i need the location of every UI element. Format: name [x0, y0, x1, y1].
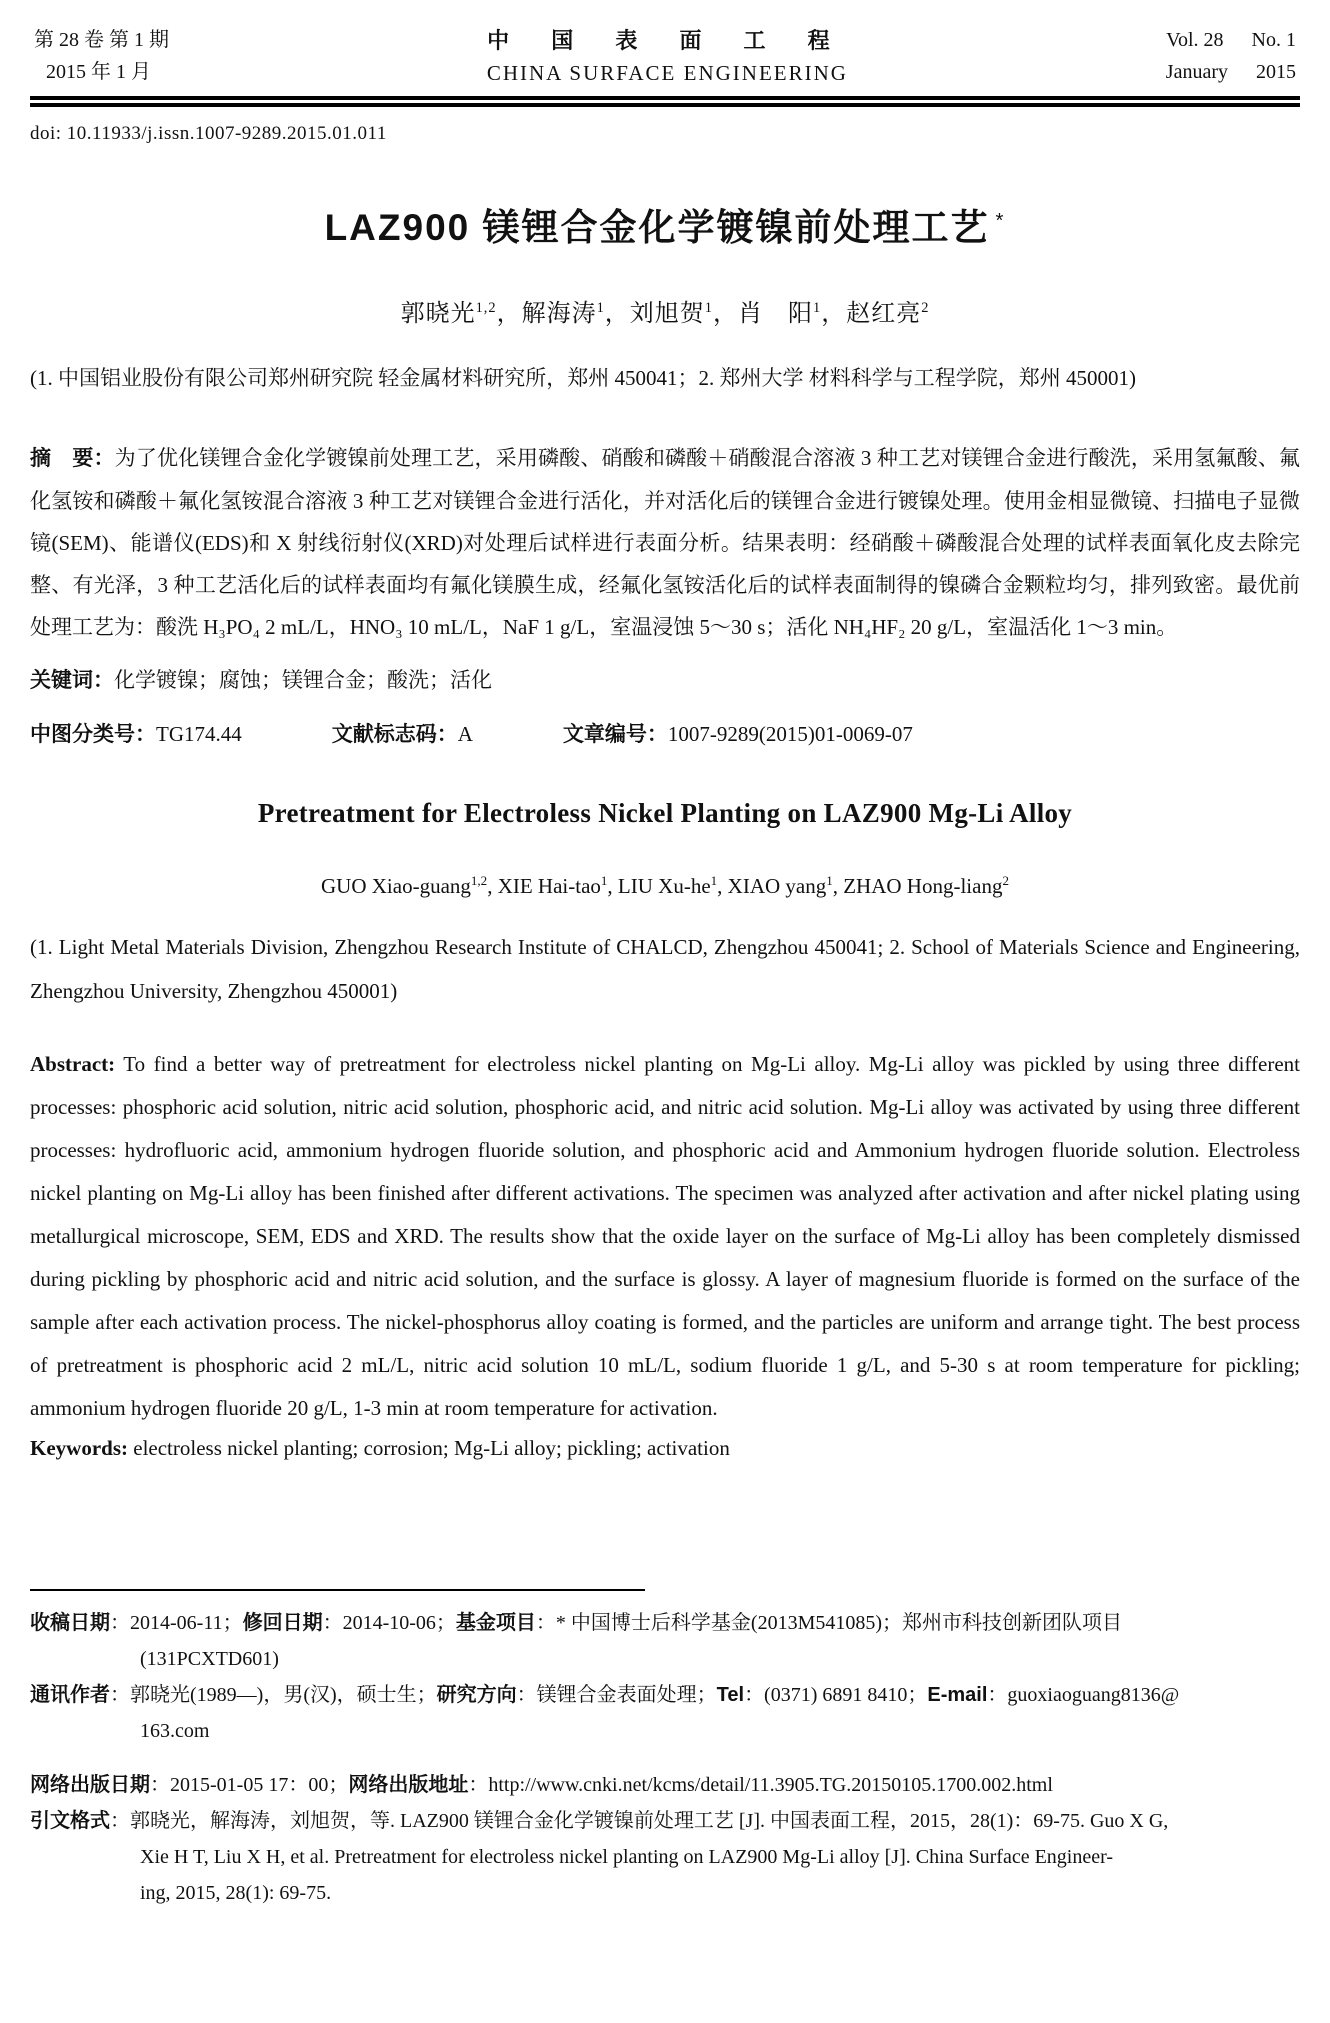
author-affil-sup: 1 [704, 300, 713, 316]
author-en: , ZHAO Hong-liang [832, 874, 1003, 898]
title-footnote-star: * [995, 209, 1006, 232]
article-id [563, 718, 913, 748]
keywords-cn [30, 664, 1300, 694]
author-cn: ，赵红亮 [821, 301, 922, 327]
author-cn: ，解海涛 [496, 301, 597, 327]
footnote-received-cont: (131PCXTD601) [140, 1648, 279, 1670]
issue-date-en [1166, 56, 1296, 88]
abstract-cn-text: 为了优化镁锂合金化学镀镍前处理工艺，采用磷酸、硝酸和磷酸＋硝酸混合溶液 3 种工艺对镁锂合金进行酸洗，采用氢氟酸、氟化氢铵和磷酸＋氟化氢铵混合溶液 3 种工艺对镁锂合金进行活化，并对活化后的镁锂合金进行镀镍处理。使用金相显微镜、扫描电子显微镜(SEM)、能谱仪(EDS)和 X 射线衍射仪(XRD)对处理后试样进行表面分析。结果表明：经硝酸＋磷酸混合处理的试样表面氧化皮去除完整、有光泽，3 种工艺活化后的试样表面均有氟化镁膜生成，经氟化氢铵活化后的试样表面制得的镍磷合金颗粒均匀，排列致密。最优前处理工艺为：酸洗 H₃PO₄ 2 mL/L，HNO₃ 10 mL/L，NaF 1 g/L，室温浸蚀 5～30 s；活化 NH₄HF₂ 20 g/L，室温活化 1～3 min。 [30, 446, 1301, 639]
footnote-online-publication: 网络出版日期：2015-01-05 17：00；网络出版地址：http://www.cnki.net/kcms/detail/11.3905.TG.20150105.1700.002.html [30, 1774, 1053, 1796]
header-divider [30, 96, 1300, 107]
clc-label: 中图分类号： [30, 723, 156, 746]
journal-name-en: CHINA SURFACE ENGINEERING [486, 61, 848, 85]
paper-title-cn [30, 197, 1300, 251]
classification-row [30, 718, 1300, 748]
article-id-value: 1007-9289(2015)01-0069-07 [667, 722, 913, 746]
journal-name [487, 24, 848, 86]
author-en: , XIE Hai-tao [487, 874, 601, 898]
authors-en [30, 873, 1300, 899]
keywords-cn-text: 化学镀镍；腐蚀；镁锂合金；酸洗；活化 [114, 668, 492, 692]
author-affil-sup: 1,2 [475, 300, 497, 316]
number-label: No. 1 [1251, 29, 1296, 51]
author-affil-sup: 1 [596, 300, 605, 316]
issue-volume-cn: 第 28 卷 第 1 期 [34, 29, 169, 51]
journal-name-cn: 中 国 表 面 工 程 [487, 28, 848, 53]
article-id-label: 文章编号： [562, 723, 668, 746]
author-affil-sup: 1 [826, 873, 833, 888]
author-affil-sup: 1 [710, 873, 718, 888]
footnote-citation: 引文格式：郭晓光，解海涛，刘旭贺，等. LAZ900 镁锂合金化学镀镍前处理工艺 [J]. 中国表面工程，2015，28(1)：69-75. Guo X G, [30, 1810, 1169, 1832]
clc-value: TG174.44 [156, 722, 242, 746]
footnote-divider [30, 1589, 645, 1591]
authors-cn [30, 293, 1300, 328]
journal-header [30, 20, 1300, 88]
author-cn: ，刘旭贺 [604, 301, 705, 327]
footnote-received: 收稿日期：2014-06-11；修回日期：2014-10-06；基金项目：* 中国博士后科学基金(2013M541085)；郑州市科技创新团队项目 [30, 1612, 1123, 1634]
issue-volume-en [1166, 24, 1296, 56]
affiliation-en: (1. Light Metal Materials Division, Zhengzhou Research Institute of CHALCD, Zhengzhou 450041; 2. School of Materials Science and Engineering, Zhengzhou University, Zhengzhou 450001) [30, 935, 1300, 1003]
keywords-en [30, 1436, 1300, 1461]
issue-info [34, 24, 169, 88]
month-label: January [1165, 61, 1228, 83]
abstract-en-text: To find a better way of pretreatment for electroless nickel planting on Mg-Li alloy. Mg-Li alloy was pickled by using three different processes: phosphoric acid solution, nitric acid solution, phosphoric acid, and nitric acid solution. Mg-Li alloy was activated by using three different processes: hydrofluoric acid, ammonium hydrogen fluoride solution, and phosphoric acid and Ammonium hydrogen fluoride solution. Electroless nickel planting on Mg-Li alloy has been finished after different activations. The specimen was analyzed after activation and after nickel plating using metallurgical microscope, SEM, EDS and XRD. The results show that the oxide layer on the surface of Mg-Li alloy has been completely dismissed during pickling by phosphoric acid and nitric acid solution, and the surface is glossy. A layer of magnesium fluoride is formed on the surface of the sample after each activation process. The nickel-phosphorus alloy coating is formed, and the particles are uniform and arrange tight. The best process of pretreatment is phosphoric acid 2 mL/L, nitric acid solution 10 mL/L, sodium fluoride 1 g/L, and 5-30 s at room temperature for pickling; ammonium hydrogen fluoride 20 g/L, 1-3 min at room temperature for activation. [30, 1052, 1300, 1420]
affiliation-cn: (1. 中国铝业股份有限公司郑州研究院 轻金属材料研究所，郑州 450041；2. 郑州大学 材料科学与工程学院，郑州 450001) [30, 366, 1136, 390]
author-en: , LIU Xu-he [607, 874, 711, 898]
paper-title-en: Pretreatment for Electroless Nickel Planting on LAZ900 Mg-Li Alloy [257, 798, 1073, 828]
clc-number [30, 718, 242, 748]
footnote-citation-cont: Xie H T, Liu X H, et al. Pretreatment for electroless nickel planting on LAZ900 Mg-Li alloy [J]. China Surface Engineer- [140, 1846, 1114, 1868]
paper-title-cn-text: LAZ900 镁锂合金化学镀镍前处理工艺 [324, 207, 990, 248]
author-cn: ，肖 阳 [713, 301, 813, 327]
issue-date-cn: 2015 年 1 月 [46, 61, 151, 83]
author-affil-sup: 2 [921, 300, 930, 316]
issue-info-en [1166, 24, 1296, 88]
keywords-en-label: Keywords: [30, 1436, 128, 1460]
author-cn: 郭晓光 [400, 301, 476, 327]
abstract-en [30, 1043, 1300, 1430]
keywords-en-text: electroless nickel planting; corrosion; Mg-Li alloy; pickling; activation [133, 1436, 730, 1460]
document-code [332, 718, 473, 748]
doc-code-value: A [457, 722, 473, 746]
abstract-cn-label: 摘 要： [30, 447, 115, 470]
footnote-block [30, 1589, 1300, 1911]
doi-line: doi: 10.11933/j.issn.1007-9289.2015.01.011 [30, 123, 387, 144]
doc-code-label: 文献标志码： [331, 723, 458, 746]
author-en: , XIAO yang [717, 874, 827, 898]
author-affil-sup: 2 [1002, 873, 1009, 888]
year-label: 2015 [1255, 61, 1296, 83]
footnote-corresponding-author: 通讯作者：郭晓光(1989—)，男(汉)，硕士生；研究方向：镁锂合金表面处理；Tel：(0371) 6891 8410；E-mail：guoxiaoguang8136@ [30, 1684, 1180, 1706]
abstract-en-label: Abstract: [30, 1052, 116, 1076]
abstract-cn [30, 437, 1300, 648]
author-en: GUO Xiao-guang [321, 874, 471, 898]
footnote-email-cont: 163.com [140, 1720, 210, 1742]
footnote-citation-cont: ing, 2015, 28(1): 69-75. [140, 1882, 332, 1904]
author-affil-sup: 1 [600, 873, 608, 888]
volume-label: Vol. 28 [1166, 29, 1224, 51]
author-affil-sup: 1,2 [470, 873, 488, 888]
keywords-cn-label: 关键词： [30, 669, 114, 692]
author-affil-sup: 1 [813, 300, 822, 316]
